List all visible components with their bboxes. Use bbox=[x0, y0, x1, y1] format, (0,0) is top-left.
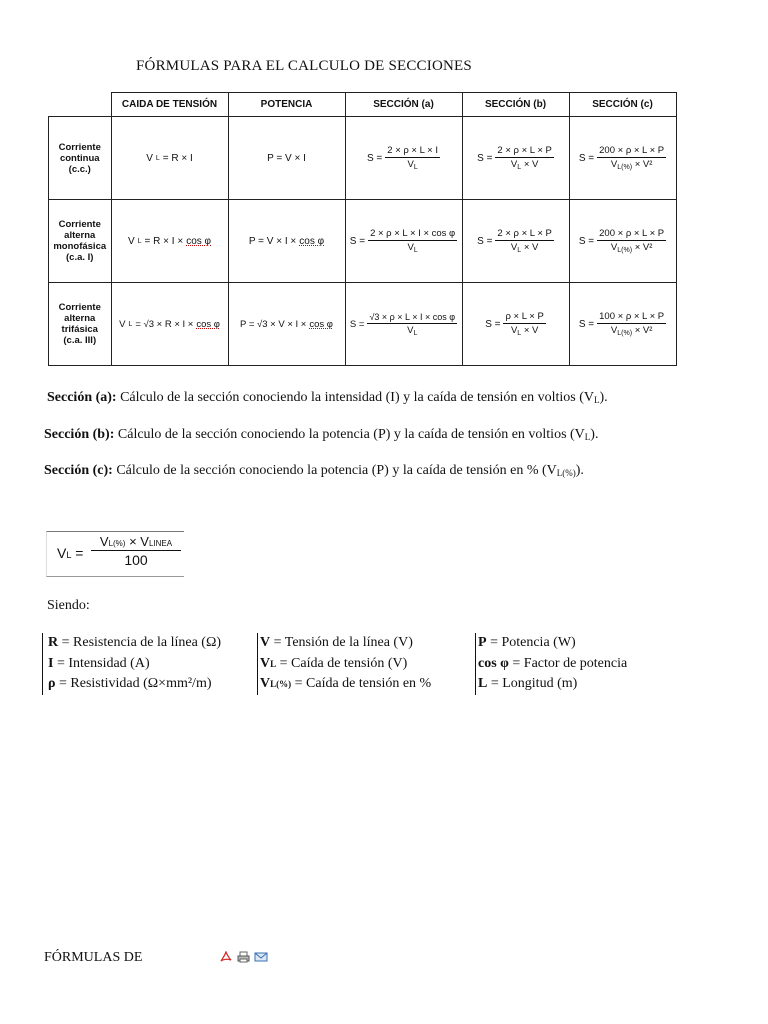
expr: P = V × I bbox=[267, 152, 306, 164]
expr: P = √3 × V × I × bbox=[240, 318, 307, 330]
desc-label: Sección (b): bbox=[44, 427, 115, 442]
desc-end: ). bbox=[575, 463, 584, 478]
print-icon[interactable] bbox=[237, 950, 249, 962]
row-label-line: trifásica bbox=[61, 324, 98, 335]
legend-text: = Factor de potencia bbox=[508, 655, 628, 671]
sub: L(%) bbox=[617, 247, 633, 254]
legend-text: = Longitud (m) bbox=[487, 676, 578, 691]
numerator: ρ × L × P bbox=[505, 311, 544, 322]
desc-seccion-a bbox=[47, 390, 608, 406]
sub: L(%) bbox=[617, 330, 633, 337]
den2: × V bbox=[523, 242, 539, 253]
formula-num-b: V bbox=[140, 534, 149, 549]
seccion-b-cc: S = $\frac{2 \times \rho \times L \times P}{V_L \times V}$ bbox=[462, 117, 569, 200]
legend-text: = Caída de tensión (V) bbox=[276, 655, 408, 671]
numerator: 100 × ρ × L × P bbox=[599, 311, 665, 322]
legend-text: = Caída de tensión en % bbox=[291, 676, 432, 691]
row-label-line: (c.a. III) bbox=[63, 335, 97, 346]
formula-lhs: V bbox=[57, 545, 67, 561]
den2: × V² bbox=[634, 325, 653, 336]
footer-title: FÓRMULAS DE bbox=[44, 950, 143, 965]
legend-text: = Resistencia de la línea (Ω) bbox=[58, 635, 222, 650]
formula-den: 100 bbox=[124, 552, 148, 568]
page-title: FÓRMULAS PARA EL CALCULO DE SECCIONES bbox=[136, 58, 472, 74]
formula-num-b-sub: LINEA bbox=[148, 539, 173, 548]
expr: = R × I × bbox=[144, 235, 184, 247]
legend-sym: L bbox=[478, 676, 488, 691]
legend-col-3 bbox=[475, 633, 627, 695]
desc-text: Cálculo de la sección conociendo la potencia (P) y la caída de tensión en voltios (V bbox=[117, 427, 585, 442]
den: V bbox=[510, 159, 518, 170]
caida-monofasica bbox=[111, 200, 228, 283]
numerator: 2 × ρ × L × I bbox=[387, 145, 439, 156]
legend-sub: L bbox=[270, 658, 277, 669]
legend-sym: R bbox=[48, 635, 59, 650]
formulas-table bbox=[48, 92, 677, 366]
desc-end: ). bbox=[599, 390, 608, 405]
desc-sub: L(%) bbox=[556, 468, 576, 478]
den: V bbox=[407, 242, 414, 253]
expr: = R × I bbox=[162, 152, 193, 164]
den2: × V² bbox=[634, 242, 653, 253]
caida-trifasica bbox=[111, 283, 228, 366]
caida-cc bbox=[111, 117, 228, 200]
den2: × V bbox=[523, 325, 539, 336]
header-seccion-b: SECCIÓN (b) bbox=[462, 93, 569, 117]
den: V bbox=[610, 242, 618, 253]
vl-formula bbox=[46, 531, 184, 577]
header-seccion-a: SECCIÓN (a) bbox=[345, 93, 462, 117]
legend-sub: L(%) bbox=[270, 679, 292, 689]
legend-item bbox=[48, 654, 221, 675]
sub: L bbox=[155, 154, 160, 162]
desc-seccion-b bbox=[44, 427, 598, 443]
desc-label: Sección (a): bbox=[47, 390, 117, 405]
cos-phi: cos φ bbox=[186, 235, 212, 247]
legend-item bbox=[260, 633, 431, 654]
legend-text: = Intensidad (A) bbox=[53, 655, 150, 671]
seccion-b-monofasica: S = $\frac{2 \times \rho \times L \times P}{V_L \times V}$ bbox=[462, 200, 569, 283]
seccion-c-cc: S = $\frac{200 \times \rho \times L \times P}{V_{L(\%)} \times V^2}$ bbox=[569, 117, 676, 200]
sub: L bbox=[517, 330, 522, 337]
legend-item bbox=[48, 633, 221, 654]
legend-text: = Resistividad (Ω×mm²/m) bbox=[55, 676, 212, 691]
potencia-monofasica bbox=[228, 200, 345, 283]
legend-item bbox=[478, 633, 627, 654]
legend-sym: P bbox=[478, 635, 487, 650]
numerator: 2 × ρ × L × P bbox=[497, 145, 552, 156]
seccion-c-monofasica: S = $\frac{200 \times \rho \times L \times P}{V_{L(\%)} \times V^2}$ bbox=[569, 200, 676, 283]
numerator: 2 × ρ × L × P bbox=[497, 228, 552, 239]
seccion-b-trifasica: S = $\frac{\rho \times L \times P}{V_L \times V}$ bbox=[462, 283, 569, 366]
legend-col-1 bbox=[42, 633, 221, 695]
cos-phi: cos φ bbox=[196, 318, 220, 330]
sub: L bbox=[413, 329, 418, 337]
row-label-line: Corriente bbox=[58, 141, 101, 153]
legend-item bbox=[48, 674, 221, 695]
den: V bbox=[610, 325, 618, 336]
legend-sym: V bbox=[260, 676, 271, 691]
numerator: 200 × ρ × L × P bbox=[599, 228, 665, 239]
sub: L(%) bbox=[617, 164, 633, 171]
formula-eq: = bbox=[75, 545, 84, 561]
den2: × V² bbox=[634, 159, 653, 170]
row-label-line: monofásica bbox=[53, 241, 107, 252]
legend-text: = Potencia (W) bbox=[486, 635, 576, 650]
numerator: 2 × ρ × L × I × cos φ bbox=[370, 228, 456, 239]
den: V bbox=[510, 242, 518, 253]
legend-sym: V bbox=[260, 655, 271, 671]
row-label-monofasica bbox=[49, 200, 112, 283]
footer-icons bbox=[220, 950, 266, 962]
numerator: √3 × ρ × L × I × cos φ bbox=[369, 311, 456, 322]
legend-sym: cos φ bbox=[478, 655, 509, 671]
formula-lhs-sub: L bbox=[66, 550, 72, 560]
legend-sym: I bbox=[48, 655, 54, 671]
legend-item bbox=[260, 674, 431, 695]
row-label-line: (c.a. I) bbox=[66, 252, 94, 263]
desc-sub: L bbox=[594, 395, 600, 405]
row-label-line: alterna bbox=[64, 230, 96, 241]
seccion-a-trifasica: S = $\frac{\text{√3 × ρ × L × I × cos φ}}{V_L}$ bbox=[345, 283, 462, 366]
header-caida: CAIDA DE TENSIÓN bbox=[111, 93, 228, 117]
sym: V bbox=[146, 152, 153, 164]
formula-times: × bbox=[129, 534, 137, 549]
sub: L bbox=[413, 247, 418, 254]
desc-end: ). bbox=[590, 427, 599, 442]
email-icon[interactable] bbox=[254, 950, 266, 962]
desc-text: Cálculo de la sección conociendo la potencia (P) y la caída de tensión en % (V bbox=[116, 463, 557, 478]
den: V bbox=[610, 159, 618, 170]
sub: L bbox=[517, 247, 522, 254]
row-label-line: Corriente bbox=[58, 219, 101, 230]
seccion-a-monofasica: S = $\frac{\text{2 × ρ × L × I × cos φ}}{V_L}$ bbox=[345, 200, 462, 283]
row-label-line: Corriente bbox=[58, 302, 101, 313]
den2: × V bbox=[523, 159, 539, 170]
sub: L bbox=[413, 164, 418, 171]
row-label-line: alterna bbox=[64, 313, 96, 324]
pdf-icon[interactable] bbox=[220, 950, 232, 962]
legend-item bbox=[478, 654, 627, 675]
numerator: 200 × ρ × L × P bbox=[599, 145, 665, 156]
expr: = √3 × R × I × bbox=[135, 318, 194, 330]
seccion-c-trifasica: S = $\frac{100 \times \rho \times L \times P}{V_{L(\%)} \times V^2}$ bbox=[569, 283, 676, 366]
sym: V bbox=[127, 235, 135, 247]
row-label-cc bbox=[49, 117, 112, 200]
sub: L bbox=[128, 320, 133, 328]
cos-phi: cos φ bbox=[299, 235, 325, 247]
seccion-a-cc: S = $\frac{2 \times \rho \times L \times I}{V_L}$ bbox=[345, 117, 462, 200]
legend-item bbox=[260, 654, 431, 675]
legend-col-2 bbox=[257, 633, 431, 695]
desc-text: Cálculo de la sección conociendo la intensidad (I) y la caída de tensión en voltios (V bbox=[120, 390, 594, 405]
sym: V bbox=[119, 318, 126, 330]
den: V bbox=[407, 324, 414, 336]
row-label-line: continua bbox=[59, 152, 100, 164]
potencia-cc bbox=[228, 117, 345, 200]
cos-phi: cos φ bbox=[309, 318, 333, 330]
desc-sub: L bbox=[584, 432, 591, 442]
siendo-label: Siendo: bbox=[47, 598, 90, 613]
row-label-line: (c.c.) bbox=[68, 163, 91, 175]
legend-item bbox=[478, 674, 627, 695]
sub: L bbox=[137, 237, 142, 245]
den: V bbox=[407, 159, 414, 170]
legend-sym: V bbox=[260, 635, 271, 650]
sub: L bbox=[517, 164, 522, 171]
legend-text: = Tensión de la línea (V) bbox=[270, 635, 413, 650]
expr: P = V × I × bbox=[248, 235, 297, 247]
den: V bbox=[510, 325, 518, 336]
formula-num-a-sub: L(%) bbox=[108, 539, 126, 548]
formula-num-a: V bbox=[99, 534, 109, 549]
potencia-trifasica bbox=[228, 283, 345, 366]
header-potencia: POTENCIA bbox=[228, 93, 345, 117]
header-seccion-c: SECCIÓN (c) bbox=[569, 93, 676, 117]
row-label-trifasica bbox=[49, 283, 112, 366]
corner-cell bbox=[49, 93, 112, 117]
legend-sym: ρ bbox=[48, 676, 56, 691]
desc-label: Sección (c): bbox=[44, 463, 113, 478]
desc-seccion-c bbox=[44, 463, 584, 479]
